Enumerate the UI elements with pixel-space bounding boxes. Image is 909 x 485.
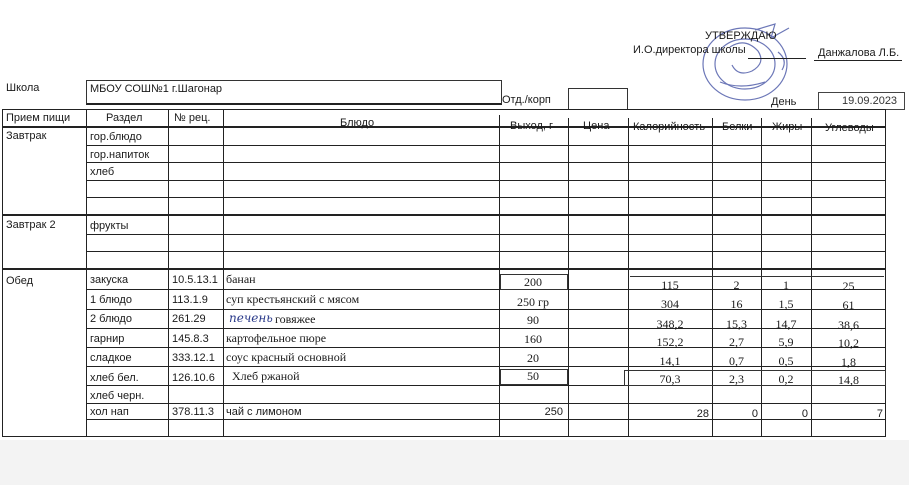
lunch-rec-6: 126.10.6 bbox=[172, 372, 215, 384]
lunch-out-5: 20 bbox=[527, 351, 539, 365]
lunch-rec-1: 10.5.13.1 bbox=[172, 274, 218, 286]
lunch-fat-3: 14,7 bbox=[775, 317, 797, 331]
breakfast-section-3: хлеб bbox=[90, 166, 115, 178]
lunch-prot-3: 15,3 bbox=[726, 317, 747, 331]
name-underline bbox=[814, 60, 902, 61]
lunch-cal-8: 28 bbox=[696, 408, 709, 420]
col-header-recipe: № рец. bbox=[174, 112, 211, 124]
approval-name: Данжалова Л.Б. bbox=[818, 47, 900, 59]
lunch-prot-8: 0 bbox=[751, 408, 758, 420]
lunch-out-3: 90 bbox=[527, 313, 539, 327]
lunch-out-6: 50 bbox=[527, 369, 539, 383]
lunch-prot-1: 2 bbox=[733, 278, 740, 292]
lunch-carb-3: 38,6 bbox=[838, 318, 859, 332]
lunch-dish-2: суп крестьянский с мясом bbox=[226, 292, 360, 306]
lunch-dish-4: картофельное пюре bbox=[226, 331, 327, 345]
lunch-cal-4: 152,2 bbox=[656, 335, 684, 349]
lunch-section-6: хлеб бел. bbox=[90, 372, 139, 384]
school-label: Школа bbox=[6, 82, 40, 94]
col-header-fat: Жиры bbox=[772, 121, 803, 133]
lunch-section-1: закуска bbox=[90, 274, 129, 286]
col-header-carbs: Углеводы bbox=[825, 122, 874, 134]
lunch-prot-4: 2,7 bbox=[729, 335, 744, 349]
date-value: 19.09.2023 bbox=[842, 95, 898, 107]
lunch-out-1: 200 bbox=[524, 275, 542, 289]
lunch-section-7: хлеб черн. bbox=[90, 390, 145, 402]
lunch-prot-2: 16 bbox=[730, 297, 743, 311]
breakfast-section-2: гор.напиток bbox=[90, 149, 150, 161]
scan-bottom-area bbox=[0, 440, 909, 485]
lunch-fat-2: 1,5 bbox=[778, 297, 794, 311]
lunch-fat-4: 5,9 bbox=[778, 335, 794, 349]
lunch-fat-1: 1 bbox=[783, 278, 789, 292]
lunch-cal-3: 348,2 bbox=[656, 317, 684, 331]
dept-field bbox=[568, 88, 628, 110]
lunch-section-4: гарнир bbox=[90, 333, 125, 345]
col-header-section: Раздел bbox=[106, 112, 143, 124]
lunch-carb-1: 25 bbox=[842, 279, 855, 293]
lunch-carb-4: 10,2 bbox=[838, 336, 859, 350]
school-value: МБОУ СОШ№1 г.Шагонар bbox=[90, 83, 223, 95]
lunch-out-8: 250 bbox=[544, 406, 563, 418]
lunch-section-2: 1 блюдо bbox=[90, 294, 132, 306]
meal-breakfast2: Завтрак 2 bbox=[6, 219, 56, 231]
col-header-protein: Белки bbox=[722, 121, 753, 133]
lunch-dish-8: чай с лимоном bbox=[226, 406, 302, 418]
lunch-out-2: 250 гр bbox=[517, 295, 549, 309]
approval-title: УТВЕРЖДАЮ bbox=[705, 30, 777, 42]
lunch-cal-2: 304 bbox=[661, 297, 679, 311]
lunch-section-5: сладкое bbox=[90, 352, 132, 364]
lunch-prot-5: 0,7 bbox=[729, 354, 744, 368]
lunch-dish-3: говяжее bbox=[275, 312, 316, 326]
lunch-dish-1: банан bbox=[226, 272, 256, 286]
lunch-cal-6: 70,3 bbox=[659, 372, 681, 386]
lunch-carb-6: 14,8 bbox=[838, 373, 859, 387]
col-header-price: Цена bbox=[583, 120, 610, 132]
lunch-rec-3: 261.29 bbox=[172, 313, 206, 325]
lunch-fat-8: 0 bbox=[801, 408, 808, 420]
lunch-out-4: 160 bbox=[524, 332, 542, 346]
lunch-carb-5: 1,8 bbox=[841, 355, 856, 369]
lunch-cal-5: 14,1 bbox=[659, 354, 681, 368]
col-header-dish: Блюдо bbox=[340, 117, 375, 129]
col-header-meal: Прием пищи bbox=[6, 112, 71, 124]
signature-line bbox=[748, 58, 806, 59]
col-header-calories: Калорийность bbox=[633, 121, 706, 133]
lunch-prot-6: 2,3 bbox=[729, 372, 744, 386]
col-header-output: Выход, г bbox=[510, 120, 554, 132]
lunch-cal-1: 115 bbox=[661, 278, 679, 292]
day-label: День bbox=[771, 96, 797, 108]
breakfast2-section-1: фрукты bbox=[90, 220, 129, 232]
lunch-fat-6: 0,2 bbox=[778, 372, 794, 386]
breakfast-section-1: гор.блюдо bbox=[90, 131, 142, 143]
lunch-dish-6: Хлеб ржаной bbox=[232, 369, 300, 383]
lunch-carb-8: 7 bbox=[876, 408, 883, 420]
lunch-rec-8: 378.11.3 bbox=[172, 406, 215, 418]
meal-lunch: Обед bbox=[6, 275, 34, 287]
lunch-rec-4: 145.8.3 bbox=[172, 333, 209, 345]
lunch-fat-5: 0,5 bbox=[778, 354, 794, 368]
lunch-rec-2: 113.1.9 bbox=[172, 294, 208, 306]
lunch-rec-5: 333.12.1 bbox=[172, 352, 215, 364]
lunch-section-8: хол нап bbox=[90, 406, 129, 418]
meal-breakfast: Завтрак bbox=[6, 130, 47, 142]
dept-label: Отд./корп bbox=[502, 94, 551, 106]
lunch-carb-2: 61 bbox=[842, 298, 855, 312]
approval-position: И.О.директора школы bbox=[633, 44, 746, 56]
lunch-section-3: 2 блюдо bbox=[90, 313, 132, 325]
lunch-dish-3-handwritten: печень bbox=[229, 311, 273, 325]
lunch-dish-5: соус красный основной bbox=[226, 350, 347, 364]
